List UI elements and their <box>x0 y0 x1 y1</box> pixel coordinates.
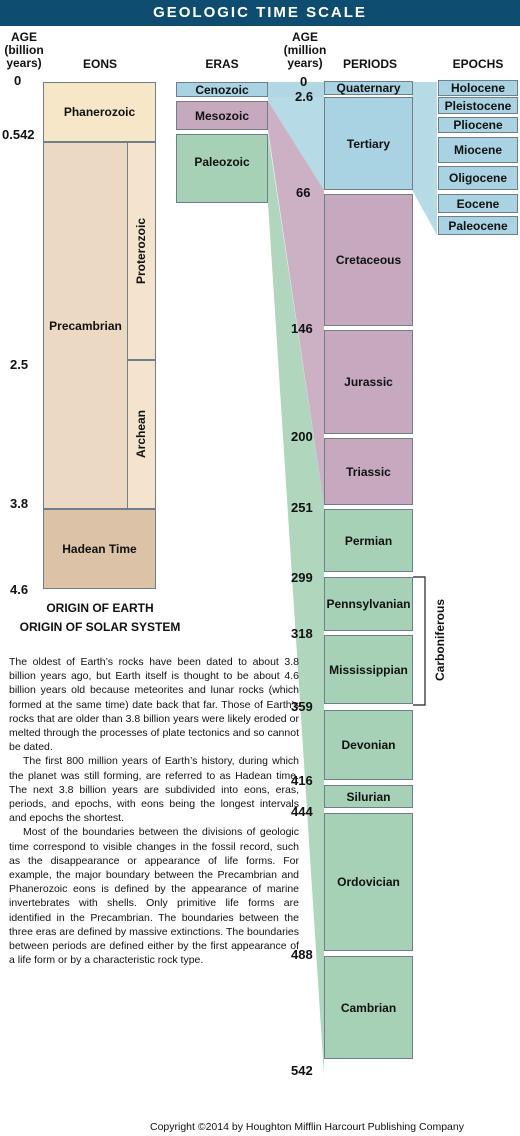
period-tertiary-label: Tertiary <box>346 136 391 151</box>
period-devonian <box>324 710 413 780</box>
periods-header: PERIODS <box>342 57 397 71</box>
origin-of-solar-system: ORIGIN OF SOLAR SYSTEM <box>19 620 181 634</box>
paragraph-1: The oldest of Earth’s rocks have been dated to about 3.8 billion years ago, but Earth itself is thought to be about 4.6 billion years old because meteorites and lunar rocks (which formed at the same time) date back that far. Those of Earth’s rocks that are older than 3.8 billion years were likely eroded or melted through the processes of plate tectonics and so cannot be dated. <box>9 656 299 754</box>
period-tertiary <box>324 97 413 190</box>
eon-archean-label: Archean <box>134 409 148 459</box>
eon-phanerozoic <box>43 82 156 142</box>
period-cretaceous-label: Cretaceous <box>335 253 402 267</box>
era-cenozoic-label: Cenozoic <box>195 82 249 97</box>
billion-tick-0: 0 <box>14 73 22 88</box>
epoch-oligocene <box>438 166 518 190</box>
eon-hadean-label: Hadean Time <box>62 542 137 556</box>
epoch-pliocene-label: Pliocene <box>453 118 503 132</box>
eon-hadean <box>43 509 156 589</box>
period-cambrian-label: Cambrian <box>340 1000 397 1015</box>
million-tick-200: 200 <box>291 429 313 444</box>
epoch-eocene-label: Eocene <box>456 196 500 211</box>
age-billion-header-line1: AGE <box>10 30 37 44</box>
period-quaternary <box>324 81 413 95</box>
period-devonian-label: Devonian <box>341 738 396 752</box>
era-mesozoic-label: Mesozoic <box>194 108 249 123</box>
epoch-paleocene-label: Paleocene <box>448 218 508 233</box>
epoch-paleocene <box>438 216 518 235</box>
period-mississippian-label: Mississippian <box>329 662 408 677</box>
era-cenozoic <box>176 82 268 97</box>
period-cretaceous <box>324 194 413 326</box>
age-million-header <box>282 31 328 70</box>
period-triassic-label: Triassic <box>346 464 391 479</box>
carboniferous-label: Carboniferous <box>433 599 447 682</box>
copyright-notice: Copyright ©2014 by Houghton Mifflin Harcourt Publishing Company <box>150 1121 464 1133</box>
period-ordovician <box>324 813 413 951</box>
million-tick-359: 359 <box>291 699 313 714</box>
age-million-header-line1: AGE <box>291 30 318 44</box>
period-cambrian <box>324 956 413 1059</box>
billion-tick-38: 3.8 <box>10 496 29 511</box>
million-tick-66: 66 <box>296 185 311 200</box>
million-tick-299: 299 <box>291 570 313 585</box>
million-tick-488: 488 <box>291 947 313 962</box>
period-permian-label: Permian <box>344 533 393 548</box>
million-tick-251: 251 <box>291 500 313 515</box>
period-mississippian <box>324 635 413 704</box>
period-pennsylvanian <box>324 577 413 631</box>
period-pennsylvanian-label: Pennsylvanian <box>326 597 411 611</box>
period-permian <box>324 509 413 572</box>
age-million-header-line3: years) <box>287 56 323 70</box>
carboniferous-bracket <box>413 575 433 707</box>
period-jurassic-label: Jurassic <box>344 375 393 389</box>
period-quaternary-label: Quaternary <box>336 81 401 95</box>
page-title: GEOLOGIC TIME SCALE <box>0 0 520 26</box>
million-tick-542: 542 <box>291 1063 313 1078</box>
epoch-connector-wedge <box>412 82 437 235</box>
age-billion-header-line2: (billion <box>4 43 44 57</box>
period-ordovician-label: Ordovician <box>337 875 400 889</box>
age-billion-header-line3: years) <box>6 56 42 70</box>
million-tick-0: 0 <box>300 74 308 89</box>
eon-precambrian <box>43 142 128 509</box>
epoch-pleistocene-label: Pleistocene <box>444 98 512 113</box>
period-triassic <box>324 438 413 505</box>
eon-phanerozoic-label: Phanerozoic <box>63 105 136 119</box>
epoch-holocene-label: Holocene <box>450 81 505 95</box>
epoch-holocene <box>438 80 518 96</box>
billion-tick-46: 4.6 <box>10 582 29 597</box>
epoch-eocene <box>438 194 518 213</box>
epochs-header: EPOCHS <box>452 57 504 71</box>
million-tick-146: 146 <box>291 321 313 336</box>
paragraph-3: Most of the boundaries between the divisions of geologic time correspond to visible changes in the fossil record, such as the disappearance or appearance of life forms. For example, the major boundary between the Precambrian and Phanerozoic eons is defined by the appearance of marine invertebrates with shells. Only primitive life forms are identified in the Precambrian. The boundaries between the three eras are defined by massive extinctions. The boundaries between periods are defined either by the first appearance of a life form or by a characteristic rock type. <box>9 826 299 967</box>
era-mesozoic <box>176 101 268 130</box>
eon-proterozoic-label: Proterozoic <box>134 218 148 285</box>
eras-header: ERAS <box>205 57 239 71</box>
eon-precambrian-label: Precambrian <box>49 318 122 333</box>
million-tick-26: 2.6 <box>295 89 314 104</box>
period-silurian-label: Silurian <box>346 789 391 804</box>
epoch-pliocene <box>438 117 518 133</box>
billion-tick-25: 2.5 <box>10 357 29 372</box>
age-million-header-line2: (million <box>283 43 327 57</box>
eons-header: EONS <box>82 57 117 71</box>
million-tick-318: 318 <box>291 626 313 641</box>
era-paleozoic-label: Paleozoic <box>194 155 250 169</box>
period-jurassic <box>324 330 413 434</box>
age-billion-header <box>4 31 44 70</box>
epoch-oligocene-label: Oligocene <box>448 171 507 185</box>
epoch-pleistocene <box>438 97 518 114</box>
million-tick-416: 416 <box>291 773 313 788</box>
epoch-miocene-label: Miocene <box>453 143 502 157</box>
explanatory-text <box>9 655 299 967</box>
million-tick-444: 444 <box>291 804 313 819</box>
origin-of-earth: ORIGIN OF EARTH <box>46 601 154 615</box>
epoch-miocene <box>438 137 518 163</box>
era-paleozoic <box>176 134 268 203</box>
period-silurian <box>324 785 413 808</box>
paragraph-2: The first 800 million years of Earth’s history, during which the planet was still forming, are referred to as Hadean time. The next 3.8 billion years are subdivided into eons, eras, periods, and epochs, with eons being the longest intervals and epochs the shortest. <box>9 755 299 825</box>
billion-tick-0542: 0.542 <box>2 127 35 142</box>
